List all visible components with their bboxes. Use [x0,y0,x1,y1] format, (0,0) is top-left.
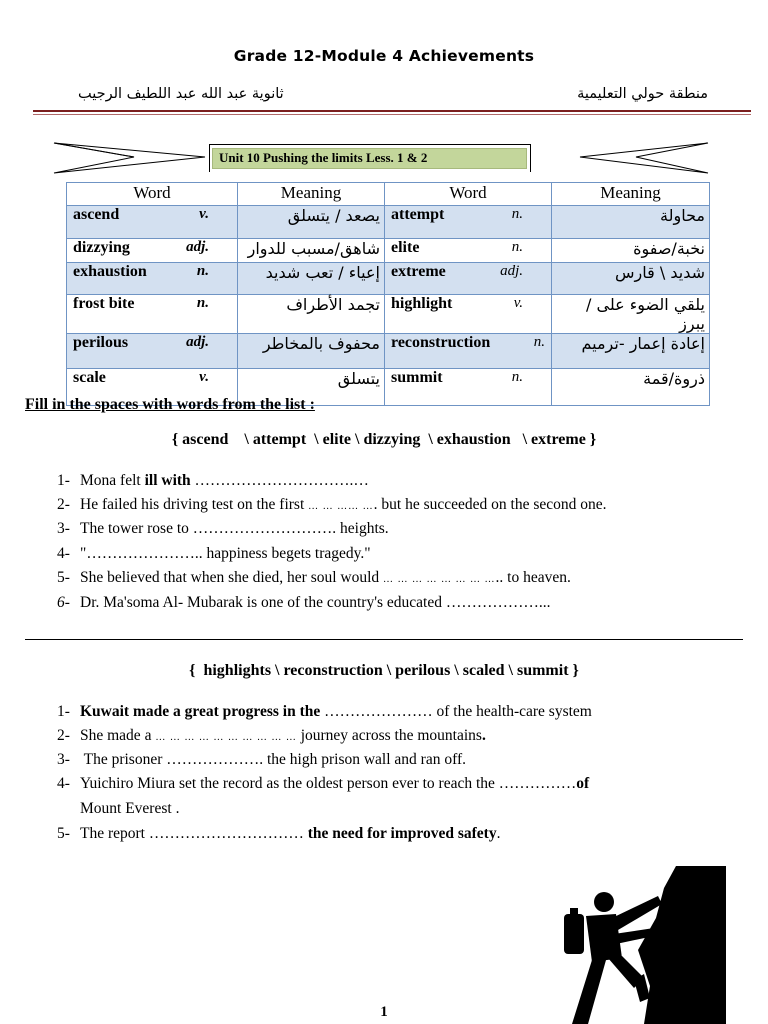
table-row [67,334,710,369]
part-of-speech: n. [533,334,545,350]
vocab-meaning: يلقي الضوء على / يبرز [552,295,710,334]
question-1-2 [57,496,607,514]
question-1-5 [57,569,571,587]
part-of-speech: v. [513,295,523,311]
question-number: 4- [57,545,70,562]
vocab-meaning: ذروة/قمة [552,369,710,406]
question-text: Kuwait made a great progress in the [80,703,321,720]
question-text: Mona felt [80,472,145,489]
answer-blank: … … …… … [308,501,374,512]
left-chevron-icon [50,141,210,175]
question-text: .. to heaven. [495,569,571,586]
section-divider [25,639,743,640]
question-text: The prisoner ………………. the high prison wall and ran off. [80,751,467,768]
question-2-4-continued: Mount Everest . [80,800,180,817]
vocab-meaning: إعياء / تعب شديد [238,263,385,295]
question-number: 6- [57,594,70,611]
vocab-table [66,182,710,406]
part-of-speech: n. [196,295,209,311]
vocab-word: highlight [391,295,453,312]
vocab-word: extreme [391,263,446,280]
table-row [67,206,710,239]
vocab-word: dizzying [73,239,130,256]
part-of-speech: adj. [186,239,209,255]
question-text: Yuichiro Miura set the record as the oldest person ever to reach the …………… [80,775,577,792]
question-text: She believed that when she died, her soul would [80,569,384,586]
answer-blank: … … … … … … … … [383,574,496,585]
vocab-meaning: تجمد الأطراف [238,295,385,334]
question-text: The report ………………………… [80,825,308,842]
question-text: . [481,727,486,744]
question-1-1 [57,472,369,490]
question-2-3 [57,751,466,769]
question-number: 3- [57,520,70,537]
table-row [67,239,710,263]
question-number: 5- [57,825,70,842]
vocab-word: perilous [73,334,129,351]
question-number: 1- [57,472,70,489]
vocab-word: scale [73,369,106,386]
header-rule-thin [33,114,751,115]
question-text: ………………………….… [190,472,369,489]
question-1-4 [57,545,371,563]
part-of-speech: n. [511,239,523,255]
vocab-word: exhaustion [73,263,147,280]
district-name: منطقة حولي التعليمية [577,86,708,102]
question-2-2 [57,727,486,745]
question-text: She made a [80,727,156,744]
part-of-speech: v. [199,206,209,222]
part-of-speech: n. [196,263,209,279]
question-text: of [576,775,590,792]
table-row [67,263,710,295]
vocab-word: ascend [73,206,120,223]
question-text: "………………….. happiness begets tragedy." [80,545,371,562]
question-number: 2- [57,496,70,513]
part-of-speech: v. [199,369,209,385]
question-number: 2- [57,727,70,744]
part-of-speech: adj. [500,263,523,279]
exercise-heading: Fill in the spaces with words from the list : [25,396,315,413]
vocab-meaning: يصعد / يتسلق [238,206,385,239]
question-1-6 [57,594,551,612]
vocab-meaning: شاهق/مسبب للدوار [238,239,385,263]
question-2-4 [57,775,589,793]
question-text: ………………… of the health-care system [320,703,592,720]
question-2-5 [57,825,500,843]
vocab-meaning: محاولة [552,206,710,239]
vocab-word: summit [391,369,443,386]
header-rule [33,110,751,112]
question-1-3 [57,520,389,538]
part-of-speech: n. [511,206,523,222]
climber-icon [526,866,726,1024]
question-number: 3- [57,751,70,768]
vocab-meaning: شديد \ قارس [552,263,710,295]
page-number: 1 [380,1004,388,1020]
page-title: Grade 12-Module 4 Achievements [233,47,535,65]
vocab-word: elite [391,239,420,256]
question-text: . [496,825,501,842]
question-text: He failed his driving test on the first [80,496,309,513]
vocab-meaning: محفوف بالمخاطر [238,334,385,369]
part-of-speech: n. [511,369,523,385]
question-number: 1- [57,703,70,720]
col-header-meaning: Meaning [238,183,385,206]
question-text: the need for improved safety [307,825,497,842]
right-chevron-icon [576,141,712,175]
col-header-word: Word [385,183,552,206]
word-list-1: { ascend \ attempt \ elite \ dizzying \ exhaustion \ extreme } [171,431,597,448]
part-of-speech: adj. [186,334,209,350]
question-text: journey across the mountains [296,727,482,744]
question-text: . but he succeeded on the second one. [373,496,607,513]
vocab-word: reconstruction [391,334,491,351]
vocab-meaning: نخبة/صفوة [552,239,710,263]
vocab-word: attempt [391,206,445,223]
school-name: ثانوية عبد الله عبد اللطيف الرجيب [78,86,284,102]
word-list-2: { highlights \ reconstruction \ perilous \ scaled \ summit } [189,662,579,679]
unit-banner: Unit 10 Pushing the limits Less. 1 & 2 [219,150,428,165]
answer-blank: … … … … … … … … … … [155,732,297,743]
table-row [67,295,710,334]
vocab-word: frost bite [73,295,135,312]
vocab-meaning: يتسلق [238,369,385,406]
vocab-meaning: إعادة إعمار -ترميم [552,334,710,369]
question-number: 5- [57,569,70,586]
question-text: ill with [144,472,191,489]
question-number: 4- [57,775,70,792]
col-header-meaning: Meaning [552,183,710,206]
question-text: Dr. Ma'soma Al- Mubarak is one of the country's educated ………………... [80,594,551,611]
question-text: The tower rose to ………………………. heights. [80,520,389,537]
col-header-word: Word [67,183,238,206]
question-2-1 [57,703,592,721]
